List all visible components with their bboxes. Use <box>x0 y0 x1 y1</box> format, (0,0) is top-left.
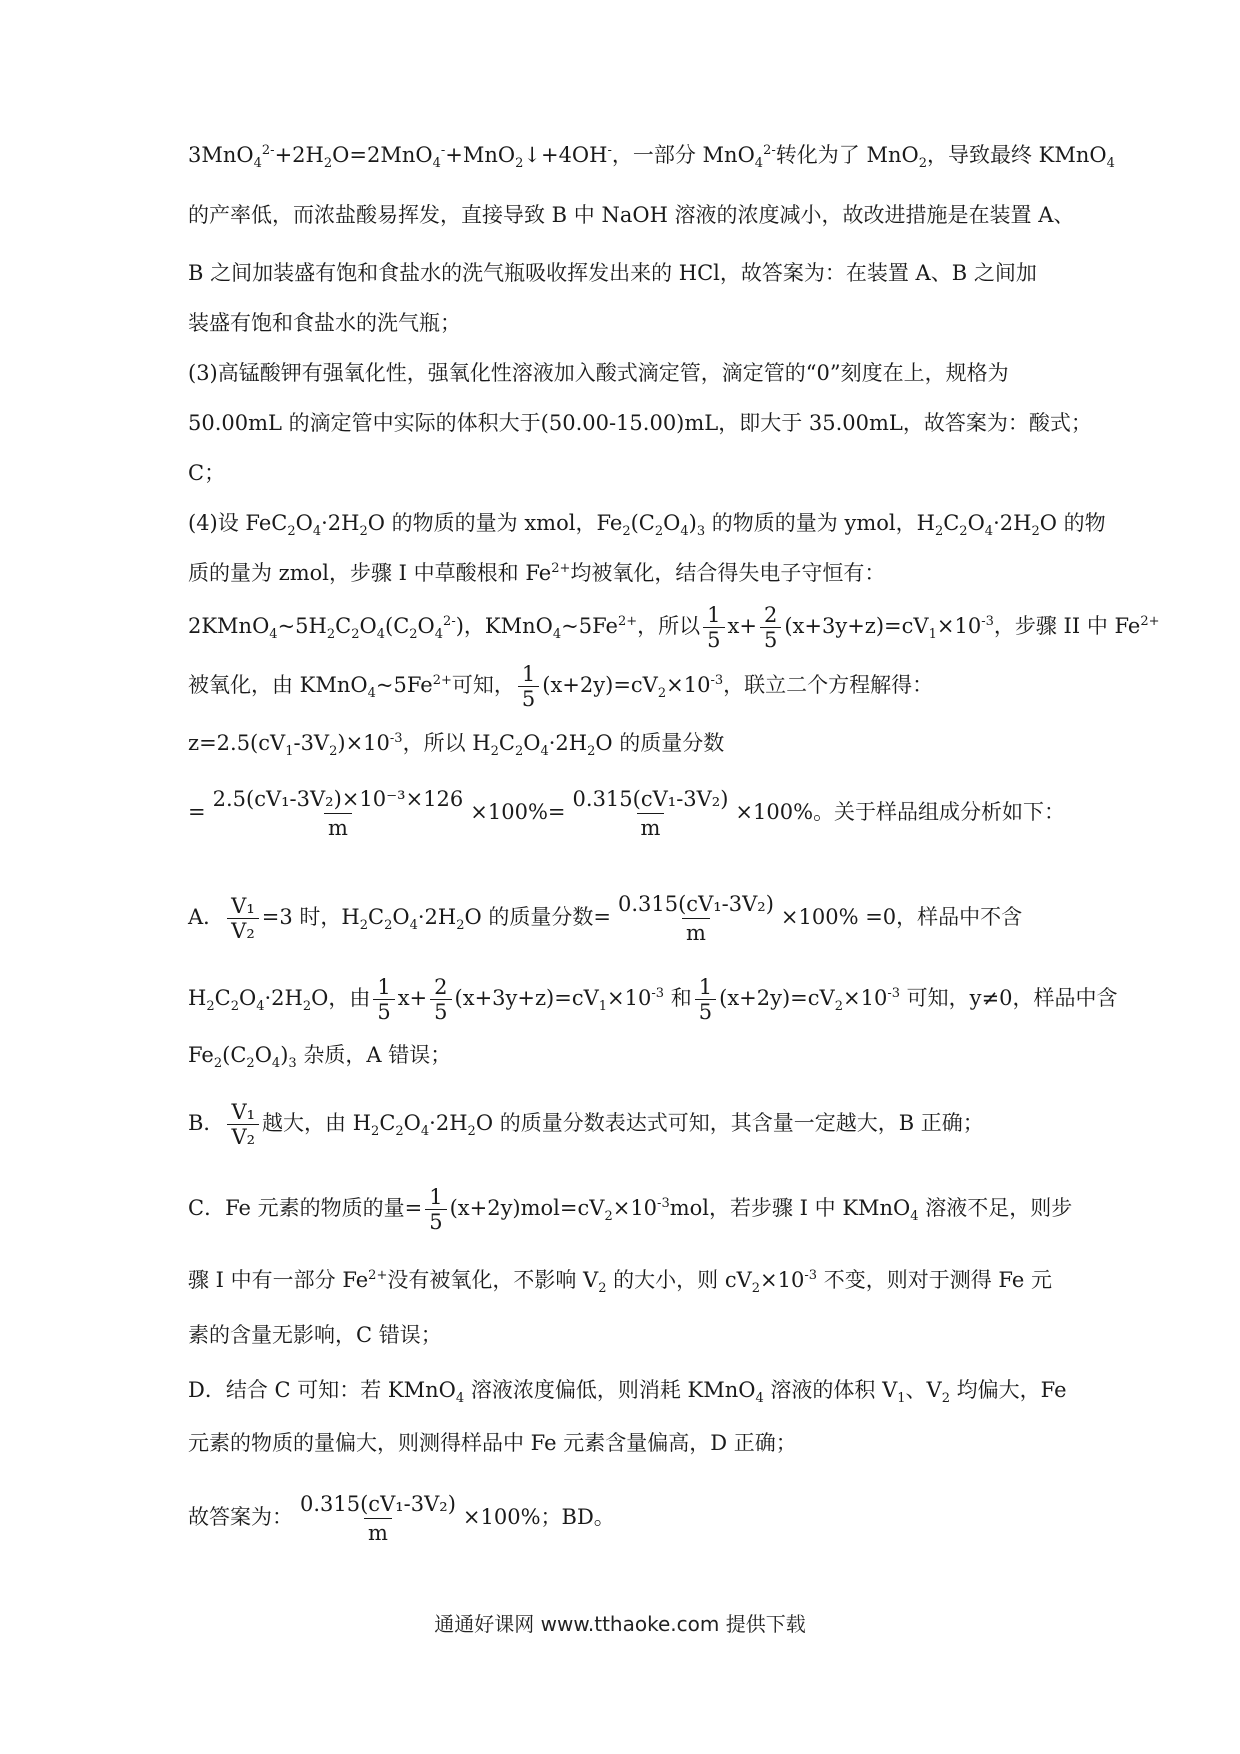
text: =0，样品中不含 <box>858 905 1023 929</box>
text: ×100% <box>462 1505 541 1529</box>
superscript: 2- <box>261 143 275 158</box>
subscript: 4 <box>754 156 764 172</box>
text-line <box>188 1320 1068 1350</box>
superscript: -3 <box>887 986 900 1001</box>
text: ~5Fe <box>561 614 618 638</box>
v1-over-v2 <box>227 894 259 943</box>
text: +MnO <box>445 143 516 167</box>
text: O，由 <box>311 986 371 1010</box>
text-line <box>188 200 1075 230</box>
text-line <box>188 458 1068 488</box>
text: O <box>417 614 435 638</box>
text: B 之间加装盛有饱和食盐水的洗气瓶吸收挥发出来的 HCl，故答案为：在装置 A、B 之间加 <box>188 261 1037 285</box>
subscript: 2 <box>598 1281 607 1297</box>
subscript: 2 <box>834 999 843 1015</box>
subscript: 1 <box>598 999 608 1015</box>
subscript: 2 <box>213 1056 223 1072</box>
text: +2H <box>274 143 324 167</box>
text-line <box>188 358 1068 388</box>
text: B． <box>188 1111 225 1135</box>
text: 元素的物质的量偏大，则测得样品中 Fe 元素含量偏高，D 正确； <box>188 1431 797 1455</box>
subscript: 4 <box>256 999 265 1015</box>
subscript: 2 <box>206 999 215 1015</box>
option-d-line <box>188 1375 1068 1405</box>
text: -3V <box>293 731 330 755</box>
text-line <box>188 603 1160 652</box>
fraction-numerator: V₁ <box>231 894 255 918</box>
text: C．Fe 元素的物质的量= <box>188 1196 423 1220</box>
text: =3 时，H <box>261 905 360 929</box>
text: 故答案为： <box>188 1505 293 1529</box>
subscript: 2 <box>654 524 664 540</box>
subscript: 4 <box>540 744 549 760</box>
fraction-denominator: 5 <box>760 627 781 652</box>
fraction-denominator: m <box>682 918 710 947</box>
subscript: 2 <box>490 744 499 760</box>
fraction-denominator: 5 <box>430 999 451 1024</box>
text: ；BD。 <box>540 1505 615 1529</box>
subscript: 2 <box>604 1209 613 1225</box>
text: ×100% <box>780 905 859 929</box>
text-line <box>188 140 1115 172</box>
text: 素的含量无影响，C 错误； <box>188 1323 442 1347</box>
fraction-numerator: V₁ <box>231 1100 256 1124</box>
text: O <box>254 1043 272 1067</box>
text: 溶液的体积 V <box>763 1378 898 1402</box>
simplified-fraction <box>296 1490 460 1547</box>
text: 的大小，则 cV <box>606 1268 752 1292</box>
subscript: 2 <box>456 918 465 934</box>
text-line <box>188 308 1068 338</box>
subscript: 2 <box>918 156 927 172</box>
v1-over-v2 <box>227 1100 259 1149</box>
text: x+ <box>727 614 757 638</box>
superscript: -3 <box>389 731 403 746</box>
simplified-fraction <box>614 890 778 947</box>
text: ×10 <box>936 614 982 638</box>
subscript: 1 <box>897 1391 906 1407</box>
text: 均偏大，Fe <box>950 1378 1067 1402</box>
subscript: 3 <box>288 1056 297 1072</box>
text: 溶液浓度偏低，则消耗 KMnO <box>464 1378 756 1402</box>
subscript: 4 <box>910 1209 919 1225</box>
text: ·2H <box>548 731 588 755</box>
fraction-one-fifth <box>373 975 394 1024</box>
option-a-line <box>188 890 1068 947</box>
text: ×10 <box>666 673 711 697</box>
text: O <box>523 731 541 755</box>
subscript: 4 <box>434 627 444 643</box>
text: O=2MnO <box>332 143 433 167</box>
fraction-numerator: 0.315(cV₁-3V₂) <box>572 787 729 811</box>
text: 。关于样品组成分析如下： <box>813 800 1066 824</box>
fraction-denominator: m <box>364 1518 392 1547</box>
text: (x+2y)=cV <box>542 673 658 697</box>
text: O 的质量分数 <box>595 731 725 755</box>
text: 的物质的量为 ymol，H <box>705 511 935 535</box>
text: 转化为了 MnO <box>775 143 919 167</box>
fraction-numerator: 2 <box>434 975 448 999</box>
text: ×10 <box>612 1196 658 1220</box>
page-footer: 通通好课网 www.tthaoke.com 提供下载 <box>434 1612 806 1636</box>
text: (x+3y+z)=cV <box>784 614 929 638</box>
subscript: 1 <box>285 744 294 760</box>
text: C <box>379 1111 396 1135</box>
text: 和 <box>664 986 692 1010</box>
text-line <box>188 558 1068 588</box>
text: ·2H <box>264 986 303 1010</box>
subscript: 4 <box>552 627 562 643</box>
text: ×10 <box>607 986 652 1010</box>
fraction-one-fifth <box>695 975 716 1024</box>
text: D．结合 C 可知：若 KMnO <box>188 1378 456 1402</box>
subscript: 2 <box>326 627 336 643</box>
subscript: 2 <box>622 524 631 540</box>
text: ×10 <box>842 986 888 1010</box>
text-line <box>188 508 1106 540</box>
subscript: 2 <box>1031 524 1040 540</box>
text: 越大，由 H <box>262 1111 372 1135</box>
text: 3MnO <box>188 143 254 167</box>
text-line <box>188 408 1092 438</box>
text: z=2.5(cV <box>188 731 286 755</box>
fraction-two-fifths <box>760 603 781 652</box>
text: C <box>335 614 352 638</box>
fraction-denominator: 5 <box>695 999 716 1024</box>
text: mol，若步骤 I 中 KMnO <box>669 1196 911 1220</box>
fraction-denominator: 5 <box>373 999 394 1024</box>
subscript: 4 <box>367 686 376 702</box>
text: C； <box>188 461 226 485</box>
fraction-numerator: 1 <box>698 975 713 999</box>
subscript: 2 <box>384 918 393 934</box>
subscript: 2 <box>751 1281 761 1297</box>
text: 均被氧化，结合得失电子守恒有： <box>570 561 886 585</box>
fraction-numerator: 0.315(cV₁-3V₂) <box>300 1492 456 1516</box>
text: (x+2y)mol=cV <box>449 1196 605 1220</box>
text: ) <box>688 511 697 535</box>
text: O <box>967 511 985 535</box>
text: C <box>214 986 231 1010</box>
subscript: 4 <box>680 524 689 540</box>
answer-line <box>188 1490 1068 1547</box>
text: 不变，则对于测得 Fe 元 <box>817 1268 1052 1292</box>
text: ，步骤 II 中 Fe <box>993 614 1141 638</box>
fraction-numerator: 1 <box>707 603 721 627</box>
fraction-one-fifth <box>518 662 539 711</box>
simplified-fraction <box>569 785 733 842</box>
text: Fe <box>188 1043 214 1067</box>
text: ↓+4OH <box>523 143 608 167</box>
subscript: 4 <box>409 918 418 934</box>
text: = <box>188 800 206 824</box>
subscript: 2 <box>246 1056 255 1072</box>
text: O 的质量分数表达式可知，其含量一定越大，B 正确； <box>475 1111 984 1135</box>
subscript: 4 <box>376 627 385 643</box>
text: 质的量为 zmol，步骤 I 中草酸根和 Fe <box>188 561 552 585</box>
fraction-denominator: V₂ <box>227 1124 259 1149</box>
subscript: 4 <box>984 524 994 540</box>
subscript: 4 <box>455 1391 465 1407</box>
text: 、V <box>905 1378 942 1402</box>
superscript: - <box>607 143 612 158</box>
superscript: -3 <box>651 986 665 1001</box>
text-line <box>188 1040 1068 1070</box>
text: (3)高锰酸钾有强氧化性，强氧化性溶液加入酸式滴定管，滴定管的“0”刻度在上，规格为 <box>188 361 1009 385</box>
text-line <box>188 728 1068 758</box>
subscript: 4 <box>755 1391 764 1407</box>
text: O <box>295 511 313 535</box>
text: 骤 I 中有一部分 Fe <box>188 1268 369 1292</box>
text: C <box>368 905 385 929</box>
text: 2KMnO <box>188 614 270 638</box>
text: O <box>359 614 377 638</box>
subscript: 3 <box>696 524 706 540</box>
text-line <box>188 258 1068 288</box>
text: 可知，y≠0，样品中含 <box>900 986 1118 1010</box>
subscript: 4 <box>269 627 278 643</box>
text: (x+2y)=cV <box>719 986 835 1010</box>
text: H <box>188 986 207 1010</box>
fraction-denominator: m <box>637 813 665 842</box>
fraction-numerator: 0.315(cV₁-3V₂) <box>618 892 774 916</box>
text: (x+3y+z)=cV <box>454 986 599 1010</box>
subscript: 2 <box>395 1124 404 1140</box>
subscript: 4 <box>312 524 322 540</box>
subscript: 2 <box>359 524 368 540</box>
text: ~5Fe <box>375 673 433 697</box>
subscript: 2 <box>302 999 312 1015</box>
subscript: 2 <box>515 156 524 172</box>
subscript: 1 <box>928 627 937 643</box>
subscript: 2 <box>409 627 418 643</box>
text: 装盛有饱和食盐水的洗气瓶； <box>188 311 461 335</box>
text: 溶液不足，则步 <box>918 1196 1073 1220</box>
fraction-denominator: 5 <box>425 1209 446 1234</box>
text: 的产率低，而浓盐酸易挥发，直接导致 B 中 NaOH 溶液的浓度减小，故改进措施是在装置 A、 <box>188 203 1075 227</box>
text: 50.00mL 的滴定管中实际的体积大于(50.00-15.00)mL，即大于 35.00mL，故答案为：酸式； <box>188 411 1092 435</box>
text-line <box>188 1265 1068 1295</box>
subscript: 2 <box>371 1124 380 1140</box>
text: (4)设 FeC <box>188 511 288 535</box>
superscript: 2+ <box>1140 614 1160 629</box>
formula-line <box>188 785 1068 842</box>
fraction-denominator: V₂ <box>227 918 259 943</box>
text: ×10 <box>760 1268 805 1292</box>
fraction-numerator: 2.5(cV₁-3V₂)×10⁻³×126 <box>212 787 464 811</box>
text: ，所以 <box>637 614 701 638</box>
mass-fraction-expression <box>209 785 468 842</box>
text: 可知， <box>451 673 515 697</box>
subscript: 4 <box>271 1056 281 1072</box>
subscript: 2 <box>329 744 338 760</box>
subscript: 4 <box>420 1124 430 1140</box>
subscript: 2 <box>514 744 524 760</box>
superscript: -3 <box>657 1196 670 1211</box>
text: )，KMnO <box>455 614 553 638</box>
text: x+ <box>397 986 428 1010</box>
option-b-line <box>188 1100 1068 1149</box>
text: C <box>498 731 515 755</box>
text: C <box>943 511 960 535</box>
subscript: 2 <box>657 686 667 702</box>
subscript: 2 <box>230 999 239 1015</box>
superscript: - <box>440 143 446 158</box>
text: ×100% <box>735 800 814 824</box>
subscript: 4 <box>253 156 262 172</box>
fraction-denominator: m <box>324 813 352 842</box>
fraction-one-fifth <box>703 603 724 652</box>
text: A． <box>188 905 225 929</box>
text: (C <box>222 1043 247 1067</box>
fraction-denominator: 5 <box>518 686 539 711</box>
fraction-denominator: 5 <box>703 627 724 652</box>
subscript: 2 <box>934 524 944 540</box>
superscript: -3 <box>710 673 724 688</box>
text: ，导致最终 KMnO <box>926 143 1107 167</box>
text: O <box>238 986 257 1010</box>
text: ·2H <box>993 511 1032 535</box>
superscript: 2+ <box>368 1268 388 1283</box>
text-line <box>188 662 1068 711</box>
text: ·2H <box>417 905 457 929</box>
superscript: 2- <box>443 614 456 629</box>
subscript: 4 <box>1106 156 1115 172</box>
text: O 的物 <box>1039 511 1106 535</box>
text: ×100% <box>470 800 548 824</box>
option-c-line <box>188 1185 1073 1234</box>
fraction-numerator: 1 <box>429 1185 443 1209</box>
subscript: 2 <box>287 524 296 540</box>
text: 被氧化，由 KMnO <box>188 673 368 697</box>
subscript: 2 <box>587 744 596 760</box>
subscript: 2 <box>959 524 968 540</box>
text: O <box>403 1111 421 1135</box>
superscript: 2+ <box>617 614 638 629</box>
text: ) <box>280 1043 289 1067</box>
subscript: 2 <box>467 1124 476 1140</box>
text-line <box>188 1428 1068 1458</box>
superscript: -3 <box>804 1268 818 1283</box>
subscript: 2 <box>359 918 368 934</box>
superscript: 2+ <box>551 561 571 576</box>
text: 没有被氧化，不影响 V <box>387 1268 599 1292</box>
text: ·2H <box>429 1111 468 1135</box>
text: O 的物质的量为 xmol，Fe <box>367 511 623 535</box>
text: ，联立二个方程解得： <box>723 673 934 697</box>
subscript: 2 <box>351 627 360 643</box>
subscript: 4 <box>432 156 441 172</box>
text: O <box>663 511 681 535</box>
text-line <box>188 975 1118 1024</box>
text: 杂质，A 错误； <box>296 1043 452 1067</box>
fraction-numerator: 1 <box>377 975 391 999</box>
fraction-numerator: 2 <box>763 603 778 627</box>
text: (C <box>385 614 410 638</box>
text: ，所以 H <box>402 731 491 755</box>
fraction-numerator: 1 <box>521 662 536 686</box>
text: = <box>547 800 566 824</box>
text: (C <box>630 511 655 535</box>
text: )×10 <box>337 731 390 755</box>
superscript: 2+ <box>432 673 452 688</box>
subscript: 2 <box>323 156 333 172</box>
text: ~5H <box>277 614 327 638</box>
fraction-two-fifths <box>430 975 451 1024</box>
subscript: 2 <box>941 1391 950 1407</box>
text: ，一部分 MnO <box>611 143 755 167</box>
text: O 的质量分数= <box>464 905 611 929</box>
text: ·2H <box>321 511 360 535</box>
text: O <box>392 905 410 929</box>
superscript: -3 <box>981 614 994 629</box>
superscript: 2- <box>763 143 776 158</box>
fraction-one-fifth <box>425 1185 446 1234</box>
